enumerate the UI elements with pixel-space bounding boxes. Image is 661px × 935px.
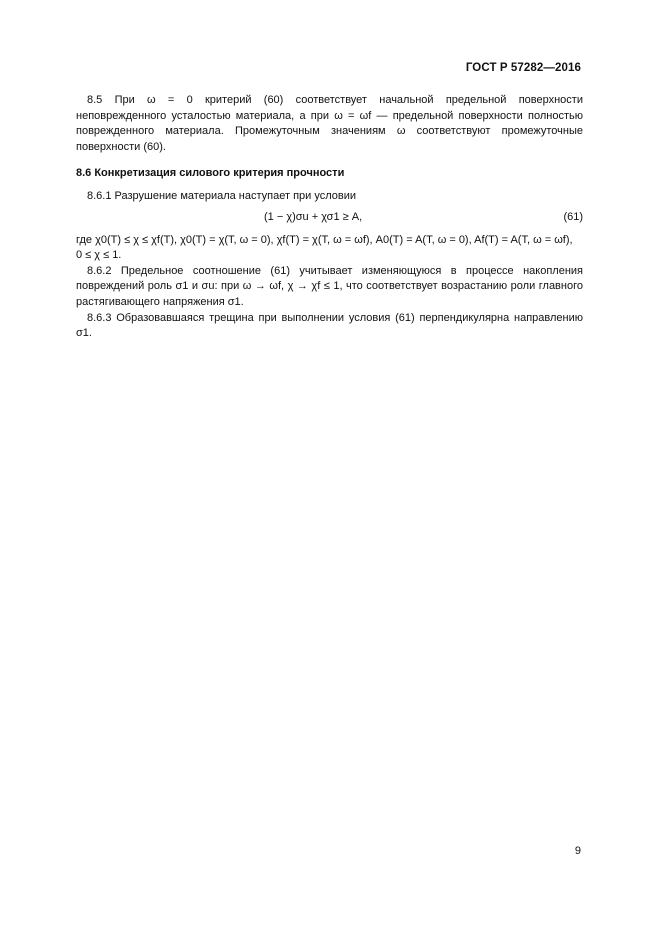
page-number: 9 xyxy=(574,845,581,857)
document-body xyxy=(76,93,583,342)
where-clause-line-2: 0 ≤ χ ≤ 1. xyxy=(76,249,122,262)
paragraph-8-5: 8.5 При ω = 0 критерий (60) соответствует начальной предельной поверхности неповрежденного усталостью материала, а при ω = ωf — предельной поверхности полностью поврежденного материала. Промежуточным значениям ω соответствуют промежуточные поверхности (60). xyxy=(76,94,583,153)
formula-number: (61) xyxy=(563,210,583,223)
formula-61 xyxy=(76,209,583,227)
where-clause-line-1: где χ0(T) ≤ χ ≤ χf(T), χ0(T) = χ(T, ω = 0), χf(T) = χ(T, ω = ωf), A0(T) = A(T, ω = 0), Af(T) = A(T, ω = ωf), xyxy=(76,233,573,246)
section-heading-8-6: 8.6 Конкретизация силового критерия прочности xyxy=(76,167,345,180)
paragraph-8-6-2: 8.6.2 Предельное соотношение (61) учитывает изменяющуюся в процессе накопления повреждений роль σ1 и σu: при ω → ωf, χ → χf ≤ 1, что соответствует возрастанию роли главного растягивающего напряжения σ1. xyxy=(76,264,583,308)
paragraph-8-6-1: 8.6.1 Разрушение материала наступает при условии xyxy=(87,189,357,202)
document-id: ГОСТ Р 57282—2016 xyxy=(465,62,581,74)
paragraph-8-6-3: 8.6.3 Образовавшаяся трещина при выполнении условия (61) перпендикулярна направлению σ1. xyxy=(76,311,583,340)
formula-expression: (1 − χ)σu + χσ1 ≥ A, xyxy=(264,210,363,223)
